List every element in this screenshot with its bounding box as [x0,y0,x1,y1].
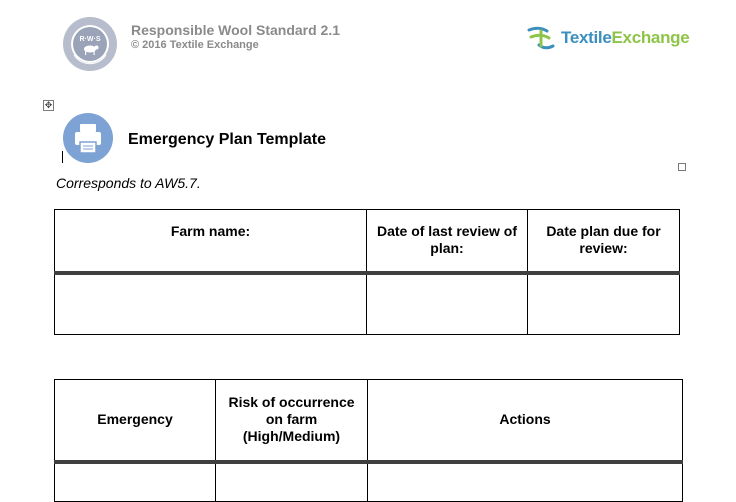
actions-cell[interactable] [368,462,683,502]
last-review-date-header: Date of last review of plan: [367,210,528,273]
rws-certified-seal-icon [62,15,118,75]
section-subtitle: Corresponds to AW5.7. [56,175,201,191]
risk-cell[interactable] [216,462,368,502]
svg-text:R·W·S: R·W·S [79,36,101,43]
object-resize-handle[interactable] [678,163,686,171]
last-review-date-cell[interactable] [367,273,528,335]
emergency-plan-table [54,379,683,502]
document-title: Responsible Wool Standard 2.1 [131,22,341,38]
textile-exchange-logo [527,24,689,52]
printer-icon [63,113,113,163]
farm-info-table [54,209,680,335]
table-move-handle-icon[interactable]: ✥ [44,100,53,110]
copyright-notice: © 2016 Textile Exchange [131,39,259,51]
emergency-header: Emergency [55,380,216,462]
farm-name-cell[interactable] [55,273,367,335]
section-title: Emergency Plan Template [128,131,326,148]
next-review-date-cell[interactable] [528,273,680,335]
next-review-date-header: Date plan due for review: [528,210,680,273]
brand-name: TextileExchange [561,28,690,47]
farm-name-header: Farm name: [55,210,367,273]
textile-exchange-mark-icon [527,25,561,51]
actions-header: Actions [368,380,683,462]
risk-header: Risk of occurrence on farm (High/Medium) [216,380,368,462]
emergency-cell[interactable] [55,462,216,502]
